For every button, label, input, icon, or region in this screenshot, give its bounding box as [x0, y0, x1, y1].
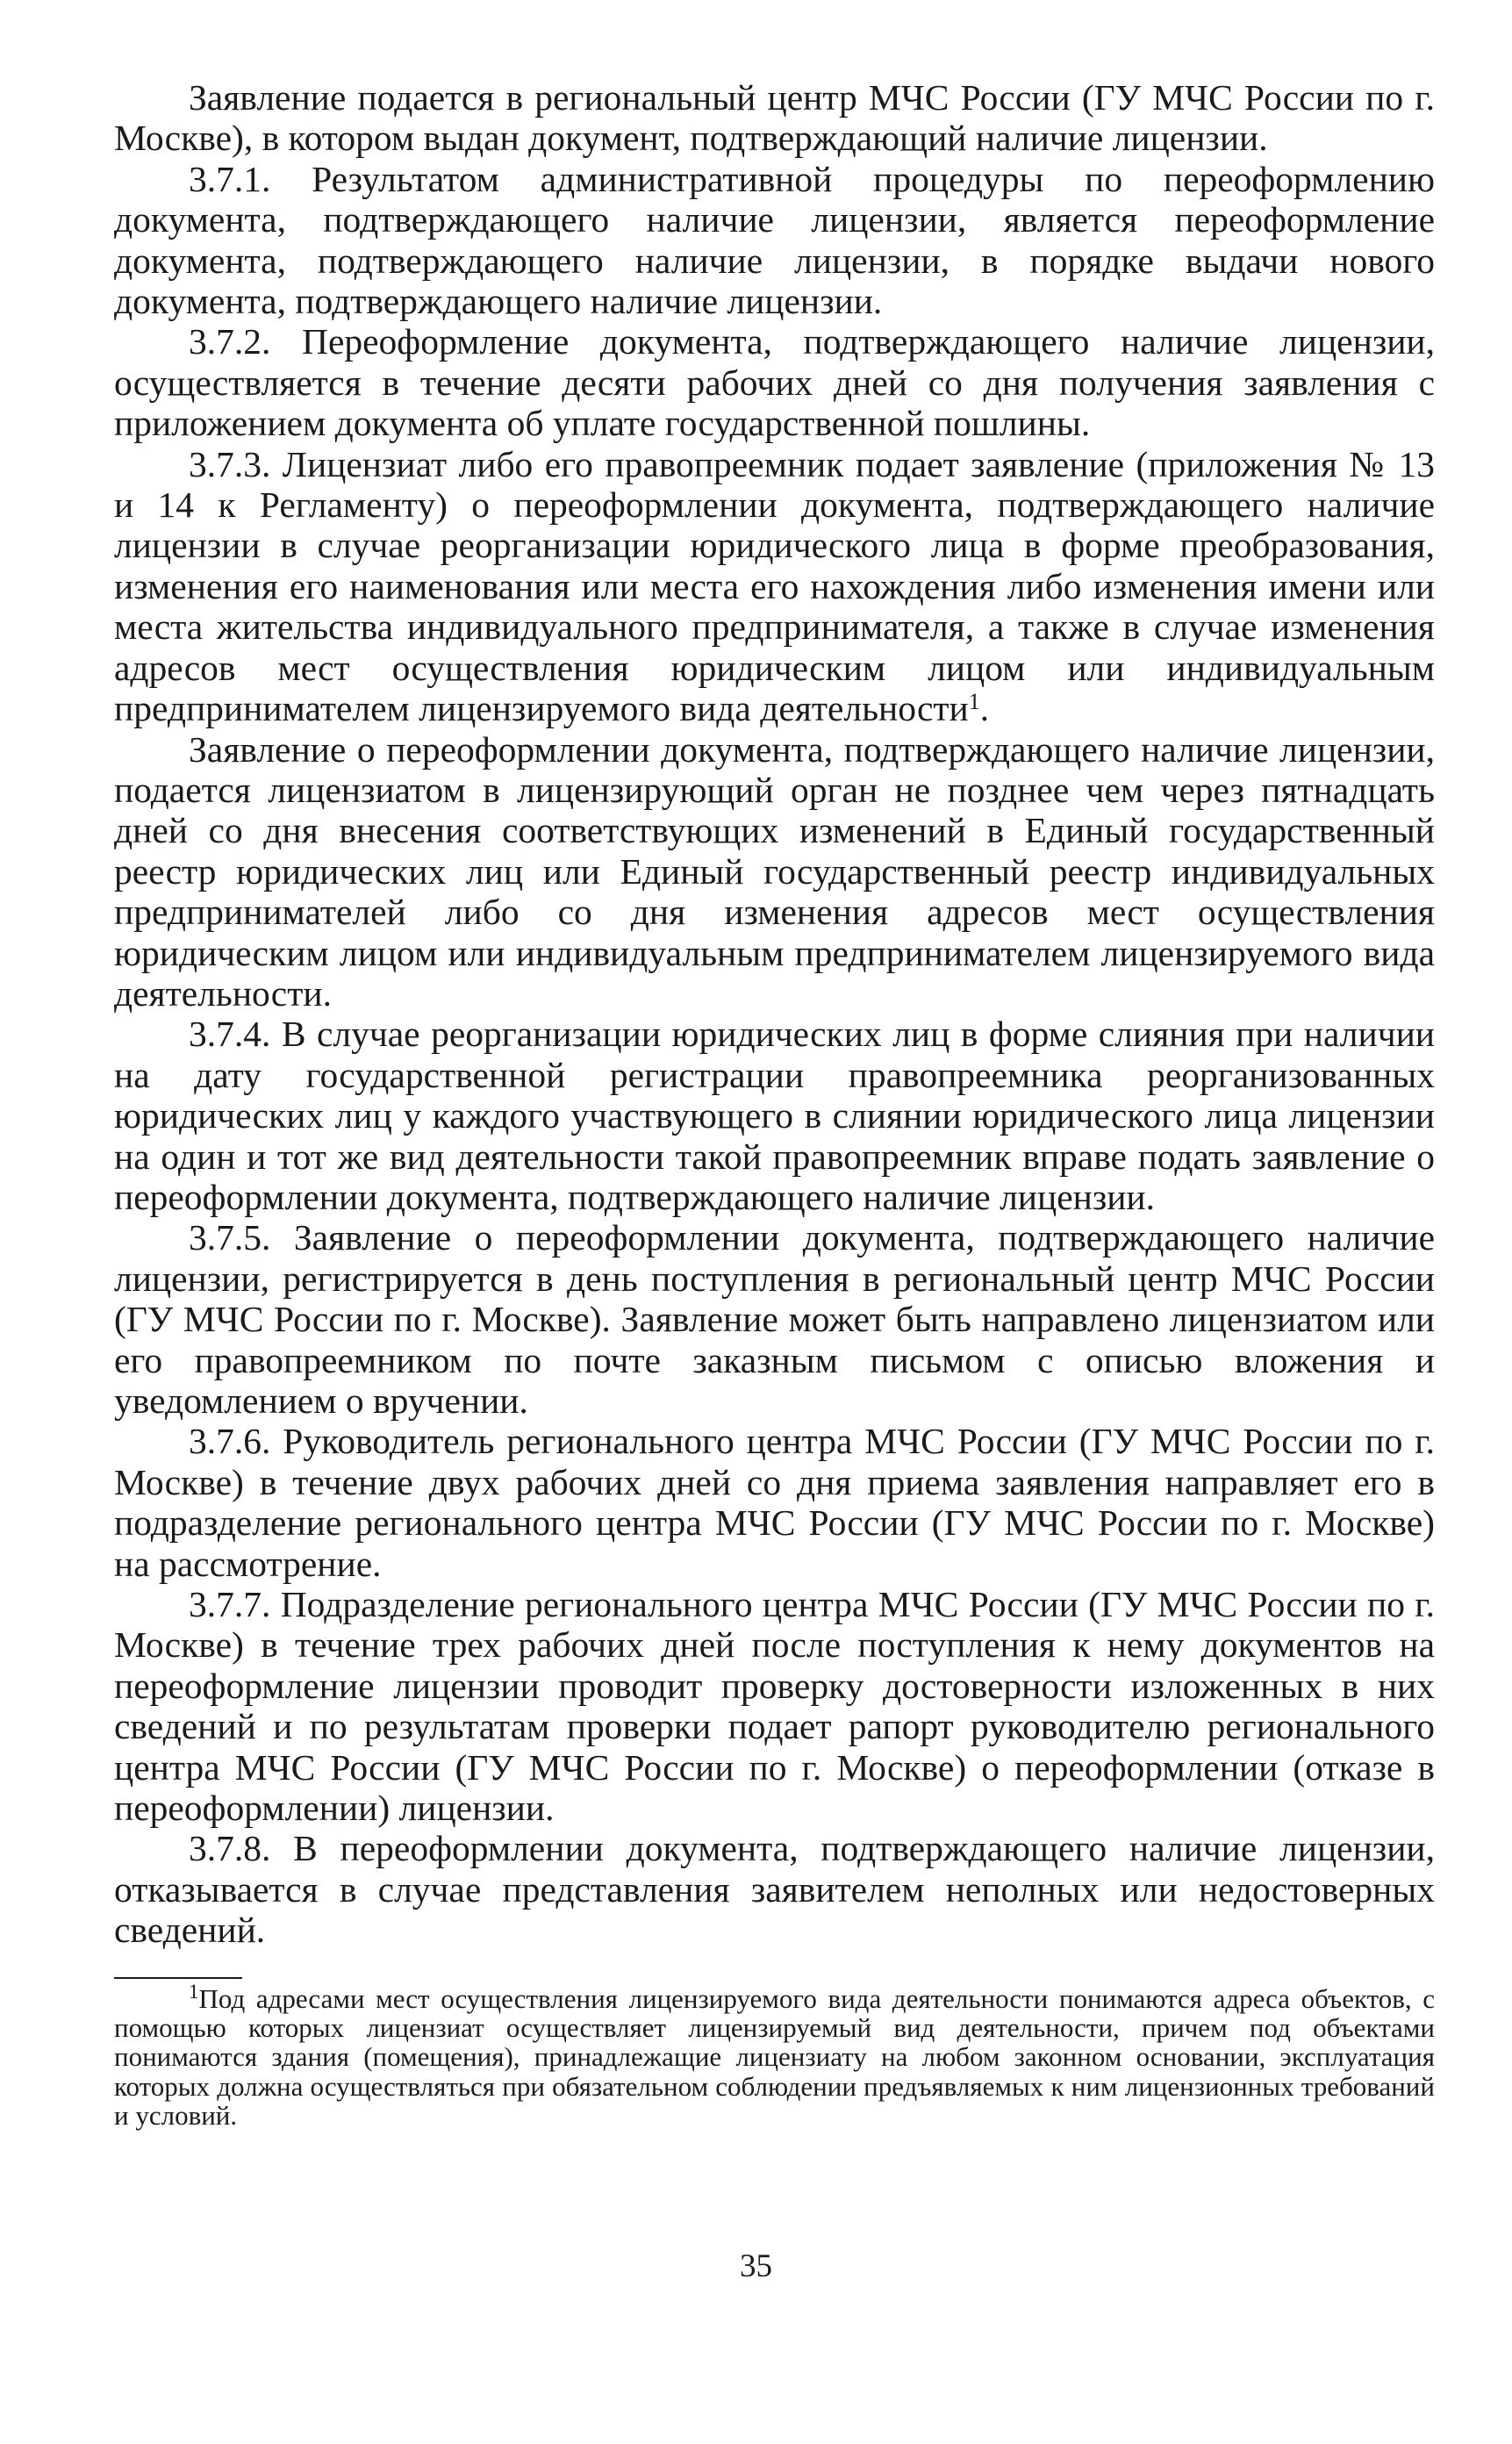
footnote	[114, 1980, 1435, 2131]
footnote-reference[interactable]: 1	[968, 689, 980, 715]
paragraph-3-7-4: 3.7.4. В случае реорганизации юридических лиц в форме слияния при наличии на дату государственной регистрации правопреемника реорганизованных юридических лиц у каждого участвующего в слиянии юридического лица лицензии на один и тот же вид деятельности такой правопреемник вправе подать заявление о переоформлении документа, подтверждающего наличие лицензии.	[114, 1014, 1435, 1217]
paragraph-3-7-5: 3.7.5. Заявление о переоформлении документа, подтверждающего наличие лицензии, регистрируется в день поступления в региональный центр МЧС России (ГУ МЧС России по г. Москве). Заявление может быть направлено лицензиатом или его правопреемником по почте заказным письмом с описью вложения и уведомлением о вручении.	[114, 1217, 1435, 1421]
paragraph-3-7-7: 3.7.7. Подразделение регионального центра МЧС России (ГУ МЧС России по г. Москве) в течение трех рабочих дней после поступления к нему документов на переоформление лицензии проводит проверку достоверности изложенных в них сведений и по результатам проверки подает рапорт руководителю регионального центра МЧС России (ГУ МЧС России по г. Москве) о переоформлении (отказе в переоформлении) лицензии.	[114, 1584, 1435, 1829]
paragraph-3-7-1: 3.7.1. Результатом административной процедуры по переоформлению документа, подтверждающего наличие лицензии, является переоформление документа, подтверждающего наличие лицензии, в порядке выдачи нового документа, подтверждающего наличие лицензии.	[114, 158, 1435, 322]
document-page	[114, 77, 1435, 2130]
paragraph-3-7-3	[114, 444, 1435, 729]
paragraph-3-7-6: 3.7.6. Руководитель регионального центра МЧС России (ГУ МЧС России по г. Москве) в течение двух рабочих дней со дня приема заявления направляет его в подразделение регионального центра МЧС России (ГУ МЧС России по г. Москве) на рассмотрение.	[114, 1421, 1435, 1584]
footnote-mark: 1	[189, 1980, 199, 2003]
paragraph-3-7-2: 3.7.2. Переоформление документа, подтверждающего наличие лицензии, осуществляется в течение десяти рабочих дней со дня получения заявления с приложением документа об уплате государственной пошлины.	[114, 321, 1435, 444]
footnote-divider	[114, 1977, 242, 1979]
paragraph-3-7-8: 3.7.8. В переоформлении документа, подтверждающего наличие лицензии, отказывается в случае представления заявителем неполных или недостоверных сведений.	[114, 1828, 1435, 1951]
paragraph-3-7-3-text: 3.7.3. Лицензиат либо его правопреемник подает заявление (приложения № 13 и 14 к Регламенту) о переоформлении документа, подтверждающего наличие лицензии в случае реорганизации юридического лица в форме преобразования, изменения его наименования или места его нахождения либо изменения имени или места жительства индивидуального предпринимателя, а также в случае изменения адресов мест осуществления юридическим лицом или индивидуальным предпринимателем лицензируемого вида деятельности	[114, 443, 1435, 729]
page-number: 35	[740, 2248, 772, 2284]
paragraph-application-deadline: Заявление о переоформлении документа, подтверждающего наличие лицензии, подается лицензиатом в лицензирующий орган не позднее чем через пятнадцать дней со дня внесения соответствующих изменений в Единый государственный реестр юридических лиц или Единый государственный реестр индивидуальных предпринимателей либо со дня изменения адресов мест осуществления юридическим лицом или индивидуальным предпринимателем лицензируемого вида деятельности.	[114, 728, 1435, 1014]
footnote-text: Под адресами мест осуществления лицензируемого вида деятельности понимаются адреса объектов, с помощью которых лицензиат осуществляет лицензируемый вид деятельности, причем под объектами понимаются здания (помещения), принадлежащие лицензиату на любом законном основании, эксплуатация которых должна осуществляться при обязательном соблюдении предъявляемых к ним лицензионных требований и условий.	[114, 1982, 1435, 2131]
paragraph-intro: Заявление подается в региональный центр МЧС России (ГУ МЧС России по г. Москве), в котором выдан документ, подтверждающий наличие лицензии.	[114, 77, 1435, 159]
footnote-reference-punct: .	[979, 688, 990, 729]
body-text	[114, 77, 1435, 1951]
